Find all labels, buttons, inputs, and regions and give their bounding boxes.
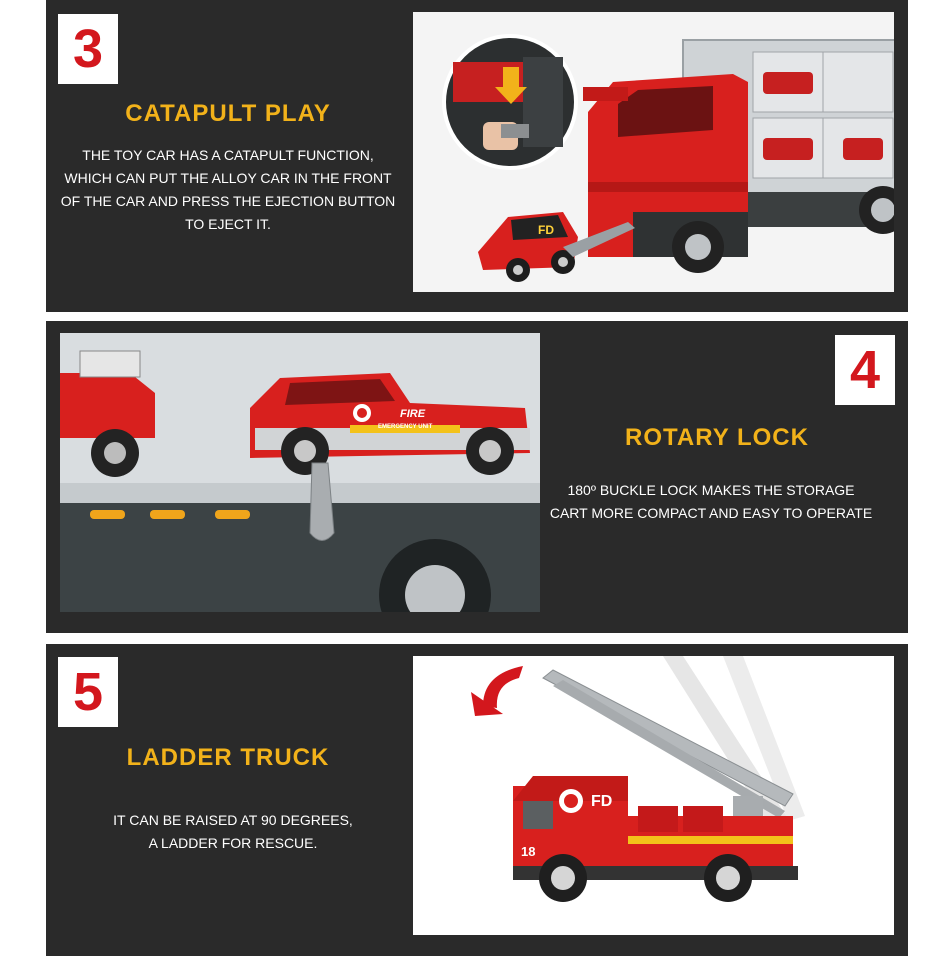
section-description: THE TOY CAR HAS A CATAPULT FUNCTION, WHICH CAN PUT THE ALLOY CAR IN THE FRONT OF THE CAR AND PRESS THE EJECTION BUTTON TO EJECT IT. [60, 147, 396, 232]
section-title: CATAPULT PLAY [125, 100, 331, 127]
car-emergency-decal: EMERGENCY UNIT [378, 424, 433, 430]
section-number: 5 [58, 657, 118, 727]
car-fd-decal: FD [538, 223, 554, 237]
section-rotary-lock [46, 321, 908, 633]
catapult-truck-photo [413, 12, 894, 292]
section-title: ROTARY LOCK [625, 424, 809, 451]
section-title: LADDER TRUCK [126, 744, 330, 771]
section-number: 4 [835, 335, 895, 405]
section-number: 3 [58, 14, 118, 84]
section-catapult-play [46, 0, 908, 312]
ladder-truck-photo [413, 656, 894, 935]
section-description: IT CAN BE RAISED AT 90 DEGREES, A LADDER FOR RESCUE. [113, 812, 353, 851]
truck-fd-decal: FD [591, 793, 613, 810]
section-ladder-truck [46, 644, 908, 956]
car-fire-decal: FIRE [400, 408, 426, 420]
rotary-lock-photo [60, 333, 540, 612]
truck-number-decal: 18 [521, 844, 536, 859]
section-description: 180º BUCKLE LOCK MAKES THE STORAGE CART MORE COMPACT AND EASY TO OPERATE [549, 482, 873, 521]
